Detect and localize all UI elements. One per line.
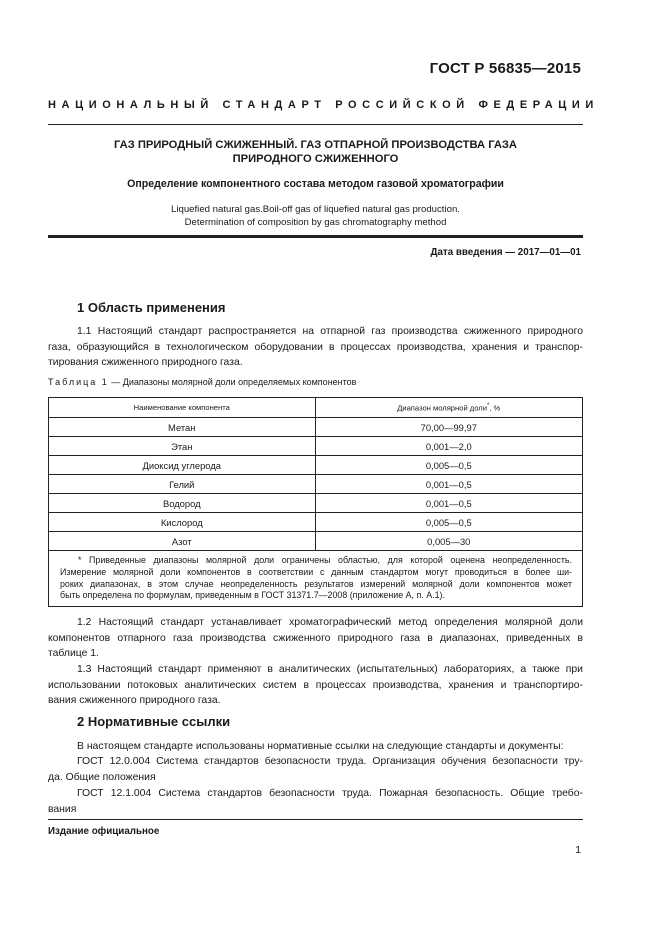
title-divider <box>48 235 583 238</box>
title-line-2: ПРИРОДНОГО СЖИЖЕННОГО <box>232 153 399 165</box>
footnote-line: роких диапазонах, в этом случае неопределенность результатов измерений молярной доли компонентов может <box>60 578 572 589</box>
text-line: тирования сжиженного природного газа. <box>48 357 243 369</box>
introduction-date: Дата введения — 2017—01—01 <box>430 247 581 258</box>
table-note-row <box>49 551 583 607</box>
text-line: В настоящем стандарте использованы нормативные ссылки на следующие стандарты и документы: <box>77 741 564 752</box>
table-row <box>49 475 583 494</box>
component-range: 0,001—0,5 <box>315 475 582 494</box>
table-caption-label: Таблица 1 <box>48 377 109 387</box>
document-subtitle: Определение компонентного состава методом газовой хроматографии <box>127 178 504 190</box>
component-name: Кислород <box>49 513 316 532</box>
official-edition-label: Издание официальное <box>48 826 160 837</box>
component-range: 0,005—0,5 <box>315 513 582 532</box>
text-line: да. Общие положения <box>48 771 156 783</box>
national-standard-banner: НАЦИОНАЛЬНЫЙ СТАНДАРТ РОССИЙСКОЙ ФЕДЕРАЦИИ <box>48 99 599 111</box>
english-title-line-2: Determination of composition by gas chromatography method <box>184 217 447 228</box>
text-line: газа, образующийся в технологическом оборудовании в процессах производства, хранения и транспор- <box>48 341 583 353</box>
components-table <box>48 397 583 607</box>
text-line: 1.2 Настоящий стандарт устанавливает хроматографический метод определения молярной доли <box>77 617 583 628</box>
footer-divider <box>48 819 583 820</box>
table-row <box>49 456 583 475</box>
text-line: использовании потоковых аналитических систем в процессах производства, хранения и транспортиро- <box>48 679 583 691</box>
paragraph-2-intro <box>48 739 583 755</box>
reference-gost-12-0-004 <box>48 754 583 785</box>
table-caption <box>48 377 356 387</box>
page-number: 1 <box>575 845 581 856</box>
paragraph-1-1 <box>48 324 583 371</box>
footnote-line: быть определена по формулам, приведенным в ГОСТ 31371.7—2008 (приложение А, п. А.1). <box>60 590 445 601</box>
component-name: Гелий <box>49 475 316 494</box>
table-row <box>49 513 583 532</box>
column-header-range: Диапазон молярной доли*, % <box>315 398 582 418</box>
text-line: таблице 1. <box>48 648 99 660</box>
section-2-heading: 2 Нормативные ссылки <box>77 714 231 729</box>
table-footnote <box>49 551 583 607</box>
component-name: Этан <box>49 437 316 456</box>
text-line: ГОСТ 12.0.004 Система стандартов безопасности труда. Организация обучения безопасности тру- <box>77 756 583 767</box>
footnote-line: * Приведенные диапазоны молярной доли ограничены областью, для которой оценена неопределенность. <box>78 555 572 565</box>
text-line: 1.3 Настоящий стандарт применяют в аналитических (испытательных) лабораториях, а также при <box>77 664 583 675</box>
english-title <box>48 203 583 229</box>
paragraph-1-2 <box>48 615 583 662</box>
standard-code: ГОСТ Р 56835—2015 <box>429 60 581 77</box>
table-header-row <box>49 398 583 418</box>
component-name: Метан <box>49 418 316 437</box>
text-line: компонентов отпарного газа производства сжиженного природного газа в диапазонах, приведенных в <box>48 632 583 644</box>
component-range: 70,00—99,97 <box>315 418 582 437</box>
text-line: вания <box>48 803 77 815</box>
table-row <box>49 437 583 456</box>
paragraph-1-3 <box>48 662 583 709</box>
component-name: Водород <box>49 494 316 513</box>
text-line: ГОСТ 12.1.004 Система стандартов безопасности труда. Пожарная безопасность. Общие требо- <box>77 788 583 799</box>
header-divider <box>48 124 583 125</box>
component-name: Азот <box>49 532 316 551</box>
text-line: вания сжиженного природного газа. <box>48 695 221 707</box>
table-row <box>49 494 583 513</box>
english-title-line-1: Liquefied natural gas.Boil-off gas of liquefied natural gas production. <box>171 204 460 215</box>
title-line-1: ГАЗ ПРИРОДНЫЙ СЖИЖЕННЫЙ. ГАЗ ОТПАРНОЙ ПРОИЗВОДСТВА ГАЗА <box>113 139 518 151</box>
table-row <box>49 418 583 437</box>
table-row <box>49 532 583 551</box>
component-range: 0,005—0,5 <box>315 456 582 475</box>
section-1-heading: 1 Область применения <box>77 300 226 315</box>
document-title <box>48 138 583 166</box>
column-header-component: Наименование компонента <box>49 398 316 418</box>
component-range: 0,001—2,0 <box>315 437 582 456</box>
table-caption-text: — Диапазоны молярной доли определяемых компонентов <box>108 377 357 387</box>
footnote-line: Измерение молярной доли компонентов в соответствии с данным стандартом могут проводиться в более ши- <box>60 566 572 577</box>
component-range: 0,005—30 <box>315 532 582 551</box>
component-range: 0,001—0,5 <box>315 494 582 513</box>
component-name: Диоксид углерода <box>49 456 316 475</box>
reference-gost-12-1-004 <box>48 786 583 817</box>
text-line: 1.1 Настоящий стандарт распространяется на отпарной газ производства сжиженного природного <box>77 326 583 337</box>
